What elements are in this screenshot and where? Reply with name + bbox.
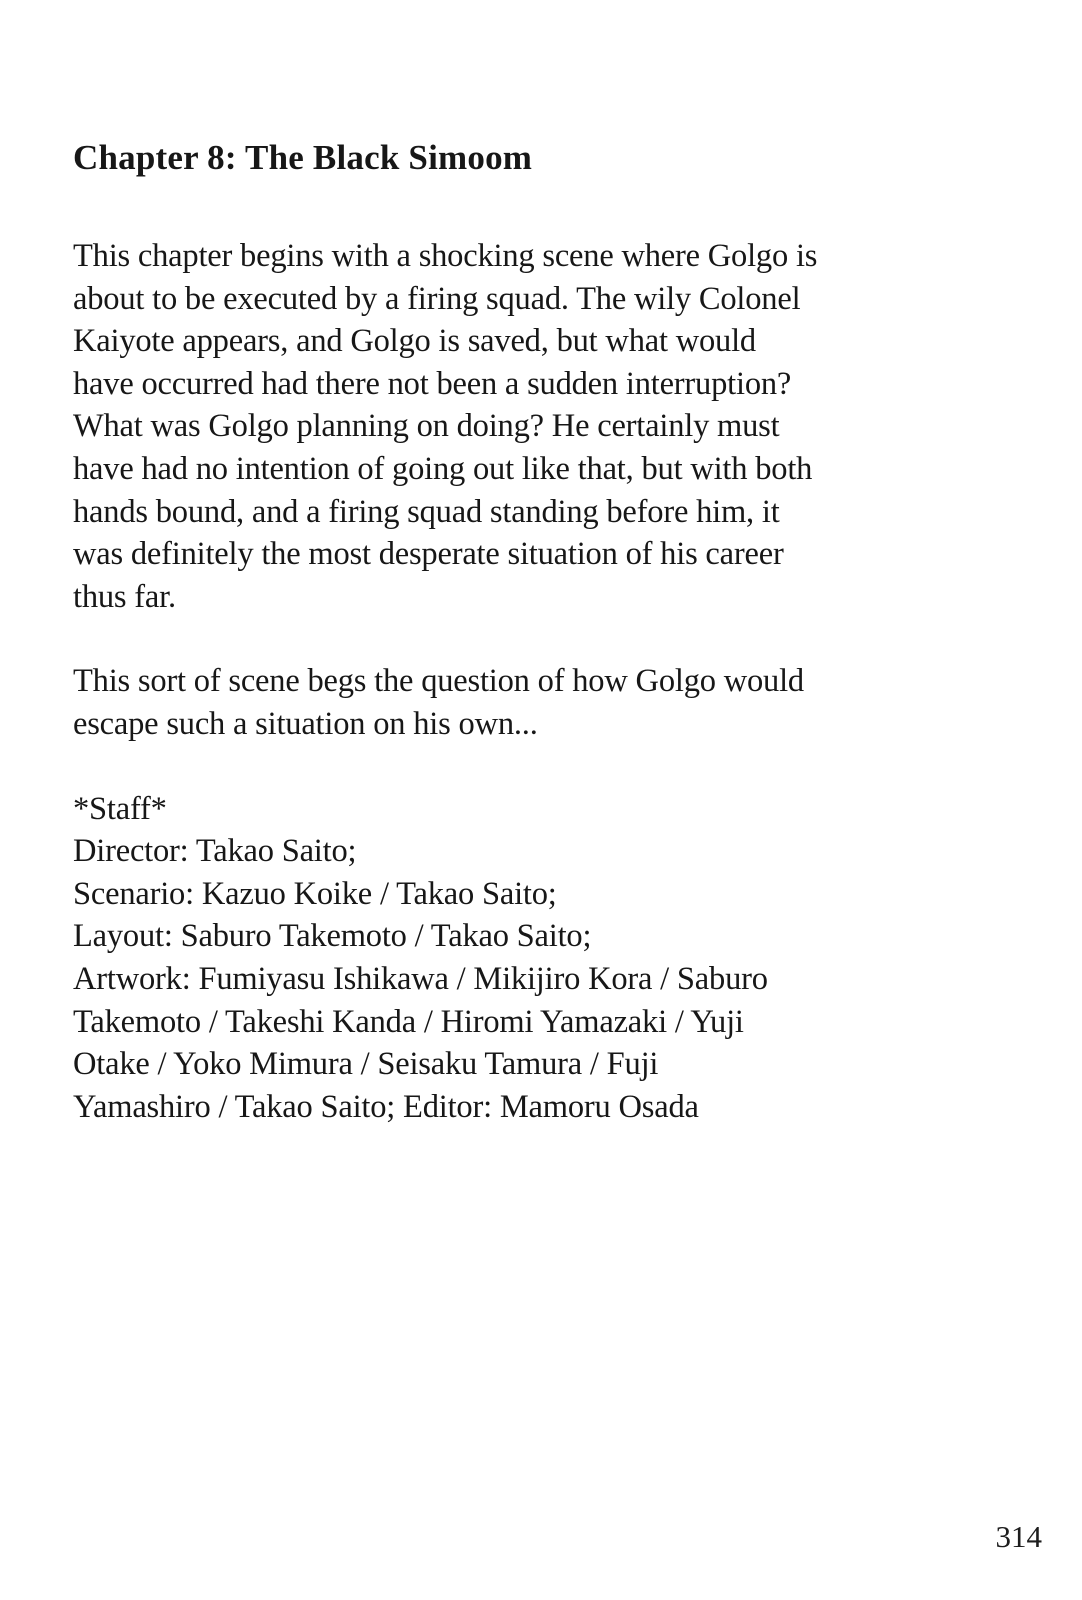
staff-credits: *Staff* Director: Takao Saito; Scenario: Kazuo Koike / Takao Saito; Layout: Saburo Takemoto / Takao Saito; Artwork: Fumiyasu Ishikawa / Mikijiro Kora / Saburo Takemoto / Takeshi Kanda / Hiromi Yamazaki / Yuji Otake / Yoko Mimura / Seisaku Tamura / Fuji Yamashiro / Takao Saito; Editor: Mamoru Osada: [73, 790, 768, 1125]
page-number: 314: [995, 1519, 1042, 1554]
chapter-title: Chapter 8: The Black Simoom: [73, 138, 533, 177]
page-content: [73, 136, 1023, 1128]
chapter-question-paragraph: This sort of scene begs the question of how Golgo would escape such a situation on his own...: [73, 663, 804, 742]
chapter-summary-paragraph: This chapter begins with a shocking scene where Golgo is about to be executed by a firing squad. The wily Colonel Kaiyote appears, and Golgo is saved, but what would have occurred had there not been a sudden interruption? What was Golgo planning on doing? He certainly must have had no intention of going out like that, but with both hands bound, and a firing squad standing before him, it was definitely the most desperate situation of his career thus far.: [73, 238, 818, 615]
